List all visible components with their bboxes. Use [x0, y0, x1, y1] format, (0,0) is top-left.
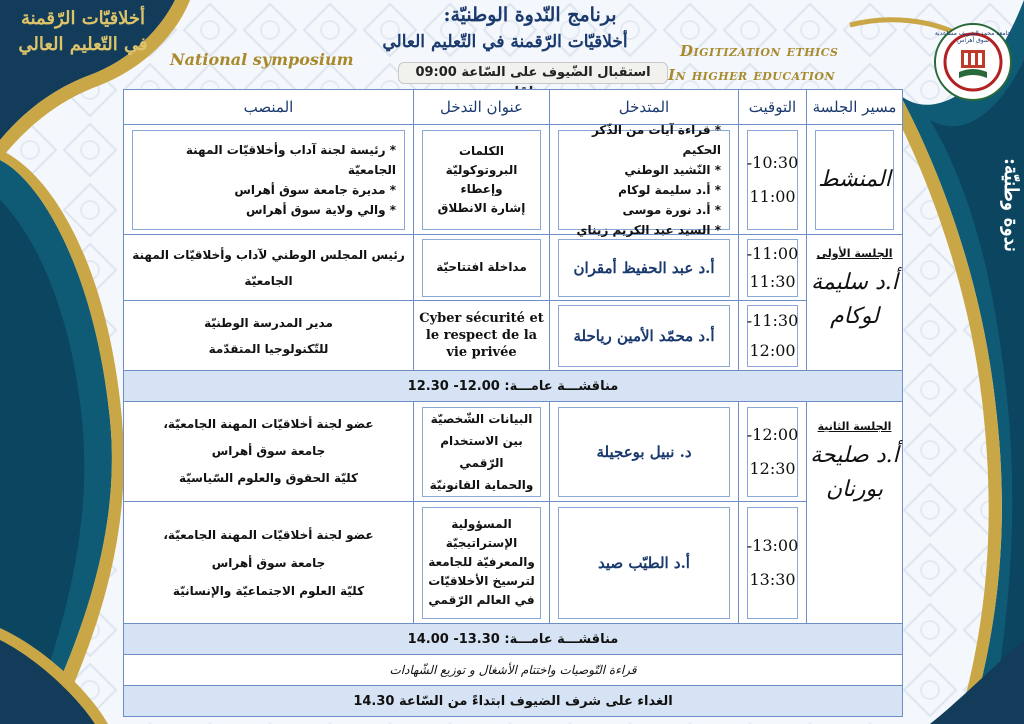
list-item: * أ.د سليمة لوكام: [618, 182, 721, 197]
topic-cell: [414, 235, 550, 301]
position-cell: [124, 502, 414, 624]
time-start: 11:00-: [746, 243, 799, 263]
speaker-name: أ.د عبد الحفيظ أمقران: [573, 258, 715, 277]
lunch-row: [124, 686, 903, 717]
lunch-text: الغداء على شرف الضيوف ابتداءً من السّاعة 14.30: [124, 686, 903, 717]
closing-row: [124, 655, 903, 686]
topic-line: لترسيخ الأخلاقيّات: [428, 574, 535, 588]
time-end: 12:00: [749, 340, 796, 360]
topic-line: في العالم الرّقمي: [428, 593, 535, 607]
speaker-name: أ.د الطيّب صيد: [598, 553, 690, 572]
position-cell: [124, 235, 414, 301]
col-header-moderator: مسير الجلسة: [807, 90, 903, 125]
table-row: [124, 235, 903, 301]
opening-moderator-cell: [807, 125, 903, 235]
topic-text: Cyber sécurité et le respect de la vie privée: [419, 311, 544, 360]
topic-cell: [414, 402, 550, 502]
col-header-topic: عنوان التدخل: [414, 90, 550, 125]
topic-line: البيانات الشّخصيّة: [430, 411, 533, 426]
session1-chair: أ.د سليمة لوكام: [811, 270, 898, 329]
topic-line: الكلمات البروتوكوليّة: [445, 143, 518, 177]
speaker-cell: [550, 301, 739, 371]
topic-line: وإعطاء: [460, 181, 503, 196]
list-item: * مديرة جامعة سوق أهراس: [234, 182, 396, 197]
position-line: عضو لجنة أخلاقيّات المهنة الجامعيّة،: [163, 527, 374, 542]
time-start: 13:00-: [746, 535, 799, 555]
list-item: * السيد عبد الكريم زيناي: [576, 222, 721, 237]
top-left-line2: في التّعليم العالي: [18, 34, 148, 55]
discussion-row-2: [124, 624, 903, 655]
opening-topic-cell: [414, 125, 550, 235]
session2-chair-cell: [807, 402, 903, 624]
list-item: * رئيسة لجنة آداب وأخلاقيّات المهنة الجامعيّة: [185, 142, 396, 177]
discussion-2: مناقشـــة عامـــة: 13.30- 14.00: [124, 624, 903, 655]
topic-line: الإستراتيجيّة: [445, 536, 518, 550]
program-title: برنامج النّدوة الوطنيّة:: [443, 4, 617, 26]
speaker-cell: [550, 235, 739, 301]
table-row: [124, 502, 903, 624]
logo-caption: جامعة محمد الشريف مساعدية سوق أهراس: [934, 30, 1012, 44]
discussion-1: مناقشـــة عامـــة: 12.00- 12.30: [124, 371, 903, 402]
session1-chair-cell: [807, 235, 903, 371]
top-left-theme: [8, 6, 158, 58]
opening-positions-cell: [124, 125, 414, 235]
discussion-row-1: [124, 371, 903, 402]
table-row: [124, 402, 903, 502]
topic-line: بين الاستخدام الرّقمي: [440, 433, 523, 470]
session2-chair: أ.د صليحة بورنان: [810, 443, 899, 502]
position-cell: [124, 402, 414, 502]
speaker-name: د. نبيل بوعجيلة: [596, 442, 692, 461]
time-cell: [739, 301, 807, 371]
theme-title-ar: أخلاقيّات الرّقمنة في التّعليم العالي: [382, 32, 628, 52]
position-line: كليّة الحقوق والعلوم السّياسيّة: [178, 471, 359, 485]
topic-cell: [414, 502, 550, 624]
list-item: * النّشيد الوطني: [624, 162, 721, 177]
col-header-speaker: المتدخل: [550, 90, 739, 125]
position-line: للتّكنولوجيا المتقدّمة: [208, 341, 329, 356]
closing-text: قراءة التّوصيات واختتام الأشغال و توزيع الشّهادات: [124, 655, 903, 686]
time-cell: [739, 235, 807, 301]
opening-moderator: المنشط: [818, 167, 891, 192]
col-header-position: المنصب: [124, 90, 414, 125]
position-line: جامعة سوق أهراس: [211, 555, 326, 570]
position-line: مدير المدرسة الوطنيّة: [204, 315, 333, 330]
national-symposium-label: National symposium: [170, 50, 354, 69]
opening-time-start: 10:30-: [746, 152, 799, 172]
top-left-line1: أخلاقيّات الرّقمنة: [20, 8, 146, 29]
theme-title-en-line2: In higher education: [668, 66, 836, 84]
col-header-time: التوقيت: [739, 90, 807, 125]
speaker-name: أ.د محمّد الأمين رياحلة: [573, 326, 715, 345]
topic-line: والحماية القانونيّة: [429, 477, 534, 492]
time-start: 11:30-: [746, 310, 799, 330]
theme-title-en-line1: Digitization ethics: [680, 42, 839, 60]
program-table: [123, 89, 903, 717]
speaker-cell: [550, 402, 739, 502]
list-item: * والي ولاية سوق أهراس: [245, 202, 396, 217]
list-item: * قراءة آيات من الذّكر الحكيم: [591, 122, 721, 157]
list-item: * أ.د نورة موسى: [622, 202, 721, 217]
time-end: 12:30: [749, 458, 796, 478]
topic-line: والمعرفيّة للجامعة: [428, 555, 535, 569]
topic-line: المسؤولية: [451, 517, 512, 531]
session2-label: الجلسة الثانية: [817, 420, 892, 433]
position-line: كليّة العلوم الاجتماعيّة والإنسانيّة: [172, 583, 365, 598]
table-row-opening: [124, 125, 903, 235]
time-end: 13:30: [749, 569, 796, 589]
table-row: [124, 301, 903, 371]
speaker-cell: [550, 502, 739, 624]
position-text: رئيس المجلس الوطني لآداب وأخلاقيّات المهنة الجامعيّة: [132, 247, 405, 288]
position-line: جامعة سوق أهراس: [211, 444, 326, 458]
welcome-time-banner: استقبال الضّيوف على السّاعة 09:00: [398, 62, 668, 84]
opening-speakers-cell: [550, 122, 739, 237]
time-start: 12:00-: [746, 424, 799, 444]
time-end: 11:30: [749, 271, 796, 291]
topic-text: مداخلة افتتاحيّة: [436, 260, 527, 274]
session1-label: الجلسة الأولى: [816, 247, 893, 260]
time-cell: [739, 502, 807, 624]
topic-cell: [414, 301, 550, 371]
position-cell: [124, 301, 414, 371]
opening-time-cell: [739, 125, 807, 235]
position-line: عضو لجنة أخلاقيّات المهنة الجامعيّة،: [163, 417, 374, 431]
table-header-row: [124, 90, 903, 125]
topic-line: إشارة الانطلاق: [437, 200, 526, 215]
vertical-national-label: ندوة وطنيّة:: [1000, 158, 1022, 252]
opening-time-end: 11:00: [749, 186, 796, 206]
time-cell: [739, 402, 807, 502]
